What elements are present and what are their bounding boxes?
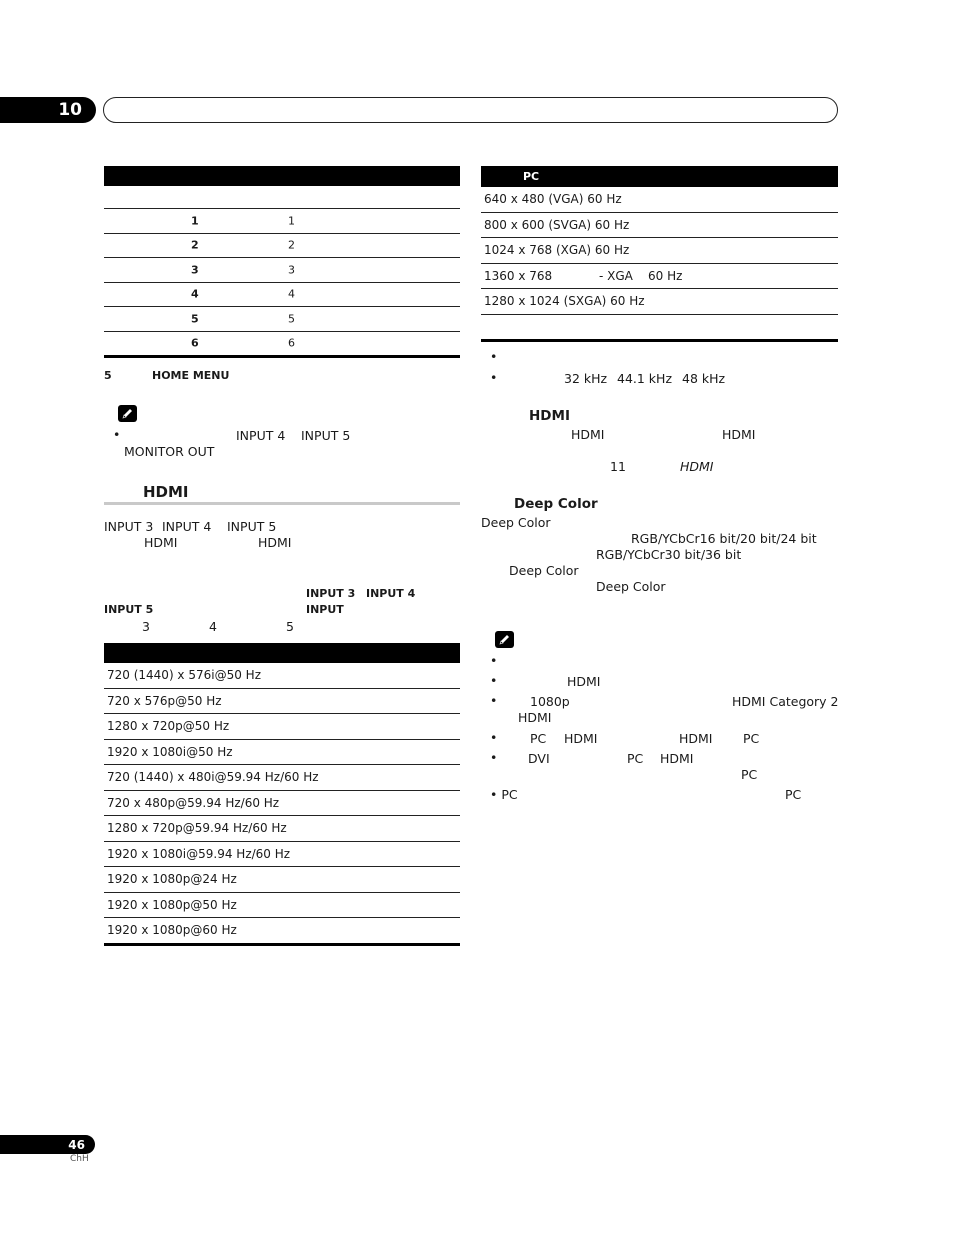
- input-value: 3: [288, 263, 295, 277]
- note-icon: [495, 631, 514, 648]
- note6-bullet-pc: • PC: [490, 787, 518, 802]
- format-cell: 1920 x 1080i@50 Hz: [107, 744, 233, 759]
- table-row: [481, 213, 838, 239]
- bullet: •: [490, 750, 498, 765]
- table-row: [481, 187, 838, 213]
- p2-num4: 4: [209, 619, 217, 634]
- note4-pc-b: PC: [743, 731, 760, 746]
- input-table-header: [104, 166, 460, 186]
- p2-num5: 5: [286, 619, 294, 634]
- table-row: [104, 740, 460, 766]
- page-number-tab: [0, 1135, 95, 1154]
- table-row: [104, 234, 460, 259]
- table-row: [104, 307, 460, 332]
- deep-color-subheading: Deep Color: [514, 496, 598, 512]
- note5-pc-b: PC: [741, 767, 758, 782]
- input-num: 5: [191, 312, 199, 326]
- note-monitor-out: MONITOR OUT: [124, 444, 215, 459]
- format-cell: 720 (1440) x 480i@59.94 Hz/60 Hz: [107, 770, 319, 785]
- freq-32: 32 kHz: [564, 371, 608, 386]
- format-cell: 1920 x 1080p@24 Hz: [107, 872, 237, 887]
- table-row: [104, 663, 460, 689]
- note-input5: INPUT 5: [301, 428, 351, 443]
- format-cell: 1920 x 1080p@50 Hz: [107, 897, 237, 912]
- note-bullet: •: [113, 427, 121, 442]
- page-number: 46: [68, 1137, 85, 1152]
- table-row: [104, 765, 460, 791]
- bullet: •: [490, 370, 498, 385]
- video-format-table: [104, 643, 460, 946]
- table-row: [104, 332, 460, 356]
- note3-category2: HDMI Category 2: [732, 694, 839, 709]
- table-row: [481, 315, 838, 340]
- table-row: [104, 816, 460, 842]
- hdmi-text-b: HDMI: [722, 427, 756, 442]
- note4-pc-a: PC: [530, 731, 547, 746]
- pc-format-table: [481, 166, 838, 342]
- note4-hdmi-a: HDMI: [564, 731, 598, 746]
- p2-num3: 3: [142, 619, 150, 634]
- input-num: 3: [191, 263, 199, 277]
- page-ref-number: 11: [610, 459, 626, 474]
- format-cell: 1920 x 1080p@60 Hz: [107, 923, 237, 938]
- freq-48: 48 kHz: [682, 371, 726, 386]
- pc-table-header: [481, 166, 838, 187]
- p2-input3: INPUT 3: [306, 587, 356, 600]
- p2-input5: INPUT 5: [104, 603, 154, 616]
- format-cell: 1920 x 1080i@59.94 Hz/60 Hz: [107, 846, 291, 861]
- section-rule: [104, 502, 460, 505]
- note-icon: [118, 405, 137, 422]
- note5-dvi: DVI: [528, 751, 550, 766]
- video-format-table-header: [104, 643, 460, 663]
- chapter-tab: [0, 97, 96, 123]
- step-number: 5: [104, 369, 112, 382]
- note3-1080p: 1080p: [530, 694, 570, 709]
- table-row: [481, 289, 838, 315]
- section-heading: HDMI: [143, 483, 189, 501]
- input-value: 5: [288, 312, 295, 326]
- p1-input4: INPUT 4: [162, 519, 212, 534]
- p2-input4: INPUT 4: [366, 587, 416, 600]
- input-value: 2: [288, 238, 295, 252]
- table-row: [104, 791, 460, 817]
- input-num: 4: [191, 287, 199, 301]
- pc-format-cell: 1360 x 768: [484, 268, 553, 283]
- pc-format-cell: 1280 x 1024 (SXGA) 60 Hz: [484, 294, 645, 309]
- table-row: [104, 867, 460, 893]
- table-row: [104, 209, 460, 234]
- bullet: •: [490, 349, 498, 364]
- table-row: [104, 714, 460, 740]
- chapter-number: 10: [58, 100, 82, 120]
- input-num: 6: [191, 336, 199, 350]
- deep-color-text-1: Deep Color: [481, 515, 551, 530]
- table-row: [104, 842, 460, 868]
- input-table: [104, 166, 460, 358]
- table-row: [104, 186, 460, 209]
- rgb-16-bit: RGB/YCbCr16 bit/20 bit/24 bit: [631, 531, 817, 546]
- note6-pc: PC: [785, 787, 802, 802]
- note2-hdmi: HDMI: [567, 674, 601, 689]
- chapter-title-frame: [103, 97, 838, 123]
- note5-pc-a: PC: [627, 751, 644, 766]
- input-num: 1: [191, 214, 199, 228]
- bullet: •: [490, 673, 498, 688]
- input-num: 2: [191, 238, 199, 252]
- format-cell: 720 (1440) x 576i@50 Hz: [107, 668, 261, 683]
- pc-format-xga: - XGA: [599, 268, 633, 283]
- format-cell: 1280 x 720p@50 Hz: [107, 719, 230, 734]
- table-row: [104, 918, 460, 943]
- hdmi-subheading: HDMI: [529, 408, 570, 424]
- deep-color-text-3: Deep Color: [596, 579, 666, 594]
- table-row: [481, 264, 838, 290]
- input-value: 1: [288, 214, 295, 228]
- page-ref-title: HDMI: [680, 459, 714, 474]
- bullet: •: [490, 653, 498, 668]
- format-cell: 720 x 576p@50 Hz: [107, 693, 222, 708]
- table-row: [481, 238, 838, 264]
- rgb-30-bit: RGB/YCbCr30 bit/36 bit: [596, 547, 742, 562]
- table-row: [104, 258, 460, 283]
- home-menu-label: HOME MENU: [152, 369, 230, 382]
- pc-format-cell: 800 x 600 (SVGA) 60 Hz: [484, 217, 630, 232]
- p2-input: INPUT: [306, 603, 344, 616]
- input-value: 6: [288, 336, 295, 350]
- p1-hdmi-b: HDMI: [258, 535, 292, 550]
- note3-hdmi: HDMI: [518, 710, 552, 725]
- bullet: •: [490, 730, 498, 745]
- freq-44: 44.1 kHz: [617, 371, 673, 386]
- bullet: •: [490, 693, 498, 708]
- pc-header-label: PC: [523, 170, 540, 183]
- note5-hdmi: HDMI: [660, 751, 694, 766]
- language-code: ChH: [70, 1154, 89, 1164]
- table-row: [104, 689, 460, 715]
- pc-format-cell: 640 x 480 (VGA) 60 Hz: [484, 192, 622, 207]
- deep-color-text-2: Deep Color: [509, 563, 579, 578]
- note-input4: INPUT 4: [236, 428, 286, 443]
- table-row: [104, 283, 460, 308]
- pc-format-cell: 1024 x 768 (XGA) 60 Hz: [484, 243, 630, 258]
- note4-hdmi-b: HDMI: [679, 731, 713, 746]
- format-cell: 720 x 480p@59.94 Hz/60 Hz: [107, 795, 280, 810]
- p1-hdmi-a: HDMI: [144, 535, 178, 550]
- p1-input3: INPUT 3: [104, 519, 154, 534]
- pc-format-hz: 60 Hz: [648, 268, 683, 283]
- format-cell: 1280 x 720p@59.94 Hz/60 Hz: [107, 821, 287, 836]
- p1-input5: INPUT 5: [227, 519, 277, 534]
- input-value: 4: [288, 287, 295, 301]
- table-row: [104, 893, 460, 919]
- hdmi-text-a: HDMI: [571, 427, 605, 442]
